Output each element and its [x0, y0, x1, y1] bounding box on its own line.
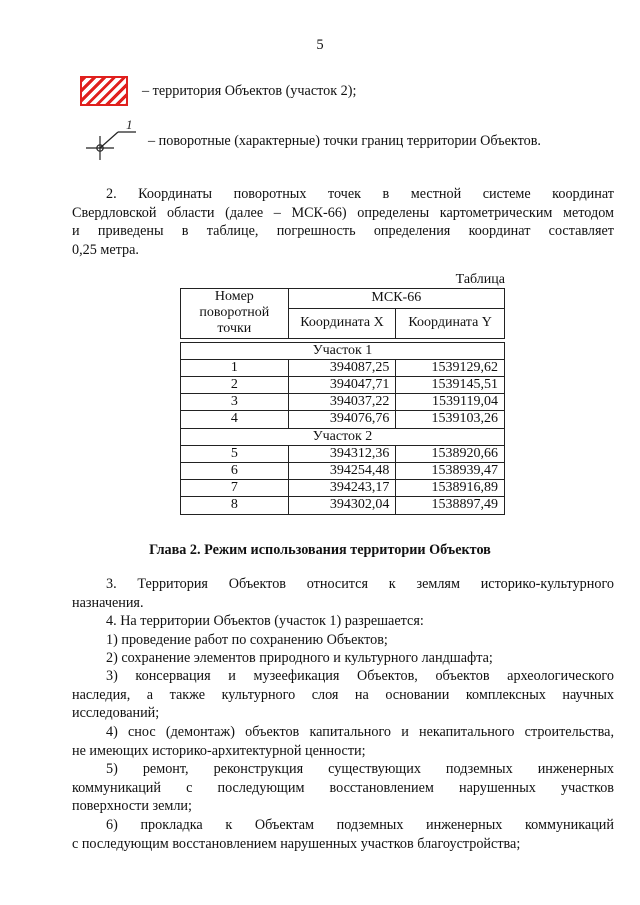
cell-coordinate-y: 1538897,49: [396, 497, 505, 514]
cell-coordinate-x: 394047,71: [288, 377, 396, 394]
paragraph-coordinates: [72, 185, 614, 259]
list-item-4: [72, 723, 614, 760]
text-line: Свердловской области (далее – МСК-66) определены картометрическим методом: [72, 204, 614, 221]
chapter-title: Глава 2. Режим использования территории Объектов: [149, 542, 491, 558]
section-1-label: Участок 1: [181, 342, 505, 359]
cell-point-number: 4: [181, 411, 289, 428]
cell-point-number: 5: [181, 445, 289, 462]
cell-coordinate-x: 394243,17: [288, 480, 396, 497]
legend-territory-label: – территория Объектов (участок 2);: [142, 82, 357, 99]
cell-point-number: 1: [181, 359, 289, 376]
cell-coordinate-x: 394254,48: [288, 463, 396, 480]
text-line: и приведены в таблице, погрешность определения координат составляет: [72, 223, 614, 240]
cell-point-number: 8: [181, 497, 289, 514]
cell-coordinate-x: 394302,04: [288, 497, 396, 514]
text-line: поверхности земли;: [72, 798, 192, 815]
table-row: [181, 377, 505, 394]
text-line: наследия, а также культурного слоя на основании комплексных научных: [72, 686, 614, 703]
cell-coordinate-y: 1538920,66: [396, 445, 505, 462]
table-row: [181, 497, 505, 514]
cell-coordinate-y: 1539103,26: [396, 411, 505, 428]
header-coordinate-x: Координата X: [288, 308, 396, 338]
cell-coordinate-y: 1539129,62: [396, 359, 505, 376]
cell-coordinate-y: 1539119,04: [396, 394, 505, 411]
paragraph-3: [72, 575, 614, 612]
text-line: 2. Координаты поворотных точек в местной системе координат: [106, 186, 614, 202]
text-line: 5) ремонт, реконструкция существующих подземных инженерных: [106, 761, 614, 777]
list-item-2: 2) сохранение элементов природного и культурного ландшафта;: [106, 650, 493, 666]
cell-coordinate-x: 394312,36: [288, 445, 396, 462]
text-line: с последующим восстановлением нарушенных участков благоустройства;: [72, 835, 521, 852]
text-line: 0,25 метра.: [72, 241, 139, 258]
coordinates-table: [180, 288, 505, 515]
table-row: [181, 394, 505, 411]
table-row: [181, 463, 505, 480]
text-line: назначения.: [72, 594, 144, 611]
header-system: МСК-66: [288, 289, 504, 309]
cell-point-number: 7: [181, 480, 289, 497]
list-item-3: [72, 667, 614, 723]
table-caption: Таблица: [455, 272, 505, 287]
cell-coordinate-y: 1538916,89: [396, 480, 505, 497]
text-line: 3. Территория Объектов относится к землям историко-культурного: [106, 576, 614, 592]
table-row: [181, 480, 505, 497]
text-line: 6) прокладка к Объектам подземных инженерных коммуникаций: [106, 817, 614, 833]
cell-coordinate-x: 394076,76: [288, 411, 396, 428]
text-line: 4) снос (демонтаж) объектов капитального и некапитального строительства,: [106, 724, 614, 740]
list-item-6: [72, 816, 614, 853]
section-2-label: Участок 2: [181, 428, 505, 445]
cell-point-number: 2: [181, 377, 289, 394]
paragraph-4: 4. На территории Объектов (участок 1) разрешается:: [106, 613, 424, 629]
text-line: 3) консервация и музеефикация Объектов, объектов археологического: [106, 668, 614, 684]
cell-coordinate-y: 1538939,47: [396, 463, 505, 480]
text-line: не имеющих историко-архитектурной ценности;: [72, 742, 366, 759]
list-item-1: 1) проведение работ по сохранению Объектов;: [106, 632, 388, 648]
table-row: [181, 359, 505, 376]
table-row: [181, 445, 505, 462]
cell-coordinate-x: 394087,25: [288, 359, 396, 376]
point-marker-number: 1: [126, 118, 133, 132]
legend-points: [80, 118, 541, 164]
legend-territory: [80, 76, 356, 106]
header-point-number: Номер поворотной точки: [181, 289, 289, 339]
table-row: [181, 411, 505, 428]
legend-points-label: – поворотные (характерные) точки границ территории Объектов.: [148, 132, 541, 149]
boundary-point-icon: [80, 118, 140, 164]
text-line: исследований;: [72, 705, 160, 722]
cell-point-number: 3: [181, 394, 289, 411]
cell-point-number: 6: [181, 463, 289, 480]
cell-coordinate-y: 1539145,51: [396, 377, 505, 394]
list-item-5: [72, 760, 614, 816]
text-line: коммуникаций с последующим восстановлением нарушенных участков: [72, 779, 614, 796]
header-coordinate-y: Координата Y: [396, 308, 505, 338]
red-hatched-square-icon: [80, 76, 128, 106]
page-number: 5: [316, 37, 324, 53]
cell-coordinate-x: 394037,22: [288, 394, 396, 411]
